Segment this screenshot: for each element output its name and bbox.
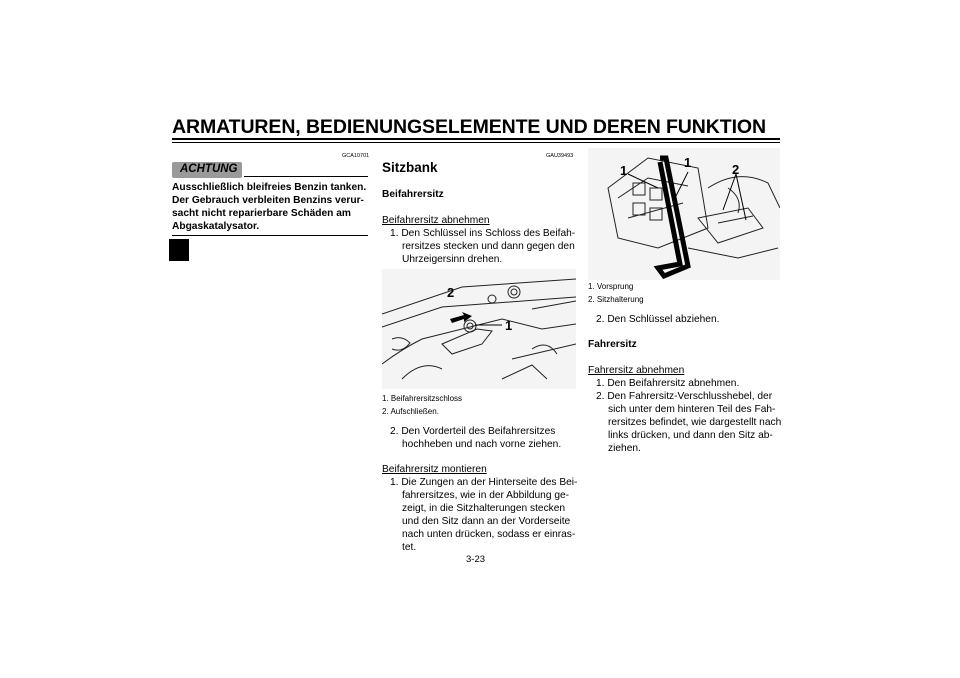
warning-line: Ausschließlich bleifreies Benzin tanken. [172, 182, 367, 193]
caption-line: 1. Vorsprung [588, 282, 634, 291]
step-line: 2. Den Fahrersitz-Verschlusshebel, der [596, 391, 773, 403]
callout-2: 2 [732, 162, 740, 177]
step-line: sich unter dem hinteren Teil des Fah- [608, 404, 776, 416]
callout-1: 1 [684, 155, 692, 170]
title-rule-thin [172, 142, 780, 143]
step-text [390, 476, 590, 555]
warning-bottom-rule [172, 235, 368, 236]
step-text: 2. Den Schlüssel abziehen. [596, 314, 720, 325]
caption-line: 2. Aufschließen. [382, 407, 439, 416]
step-line: tet. [402, 542, 417, 554]
caption-line: 1. Beifahrersitzschloss [382, 394, 463, 403]
step-text [596, 377, 796, 456]
procedure-title: Beifahrersitz montieren [382, 464, 487, 475]
step-line: 1. Die Zungen an der Hinterseite des Bei- [390, 477, 578, 488]
warning-line: Der Gebrauch verbleiten Benzins verur- [172, 195, 364, 207]
chapter-number: 3 [179, 243, 186, 255]
step-line: 1. Den Beifahrersitz abnehmen. [596, 378, 740, 389]
step-line: und den Sitz dann an der Vorderseite [402, 516, 571, 528]
step-text [390, 425, 590, 451]
subheading: Fahrersitz [588, 339, 637, 350]
seat-lock-illustration [382, 269, 576, 389]
warning-line: Abgaskatalysator. [172, 221, 260, 233]
step-text [390, 227, 590, 266]
arrow-icon [450, 312, 472, 323]
callout-1: 1 [620, 163, 628, 178]
subheading: Beifahrersitz [382, 189, 444, 200]
step-line: Uhrzeigersinn drehen. [402, 254, 503, 266]
step-line: links drücken, und dann den Sitz ab- [608, 430, 773, 442]
step-line: zeigt, in die Sitzhalterungen stecken [402, 503, 566, 515]
step-line: ziehen. [608, 443, 641, 455]
step-line: fahrersitzes, wie in der Abbildung ge- [402, 490, 570, 502]
procedure-title: Fahrersitz abnehmen [588, 365, 685, 376]
step-line: 1. Den Schlüssel ins Schloss des Beifah- [390, 228, 576, 239]
seat-lock-drawing [382, 269, 576, 389]
warning-top-rule [244, 176, 368, 177]
section-heading: Sitzbank [382, 160, 438, 175]
section-code: GAU39493 [546, 153, 574, 159]
figure-caption [588, 280, 644, 306]
achtung-label: ACHTUNG [180, 163, 238, 175]
figure-caption [382, 392, 462, 418]
section-code: GCA10701 [342, 153, 370, 159]
callout-2: 2 [447, 285, 455, 300]
step-line: hochheben und nach vorne ziehen. [402, 439, 562, 451]
step-line: rersitzes befindet, wie dargestellt nach [608, 417, 782, 429]
title-rule [172, 138, 780, 140]
page-title: ARMATUREN, BEDIENUNGSELEMENTE UND DEREN FUNKTION [172, 116, 766, 138]
warning-text [172, 181, 372, 233]
procedure-title: Beifahrersitz abnehmen [382, 215, 490, 226]
warning-line: sacht nicht reparierbare Schäden am [172, 208, 351, 220]
step-line: 2. Den Vorderteil des Beifahrersitzes [390, 426, 556, 437]
step-line: rersitzes stecken und dann gegen den [402, 241, 575, 253]
callout-1: 1 [505, 318, 513, 333]
caption-line: 2. Sitzhalterung [588, 295, 644, 304]
step-line: nach unten drücken, sodass er einras- [402, 529, 576, 541]
page-number: 3-23 [466, 554, 486, 565]
